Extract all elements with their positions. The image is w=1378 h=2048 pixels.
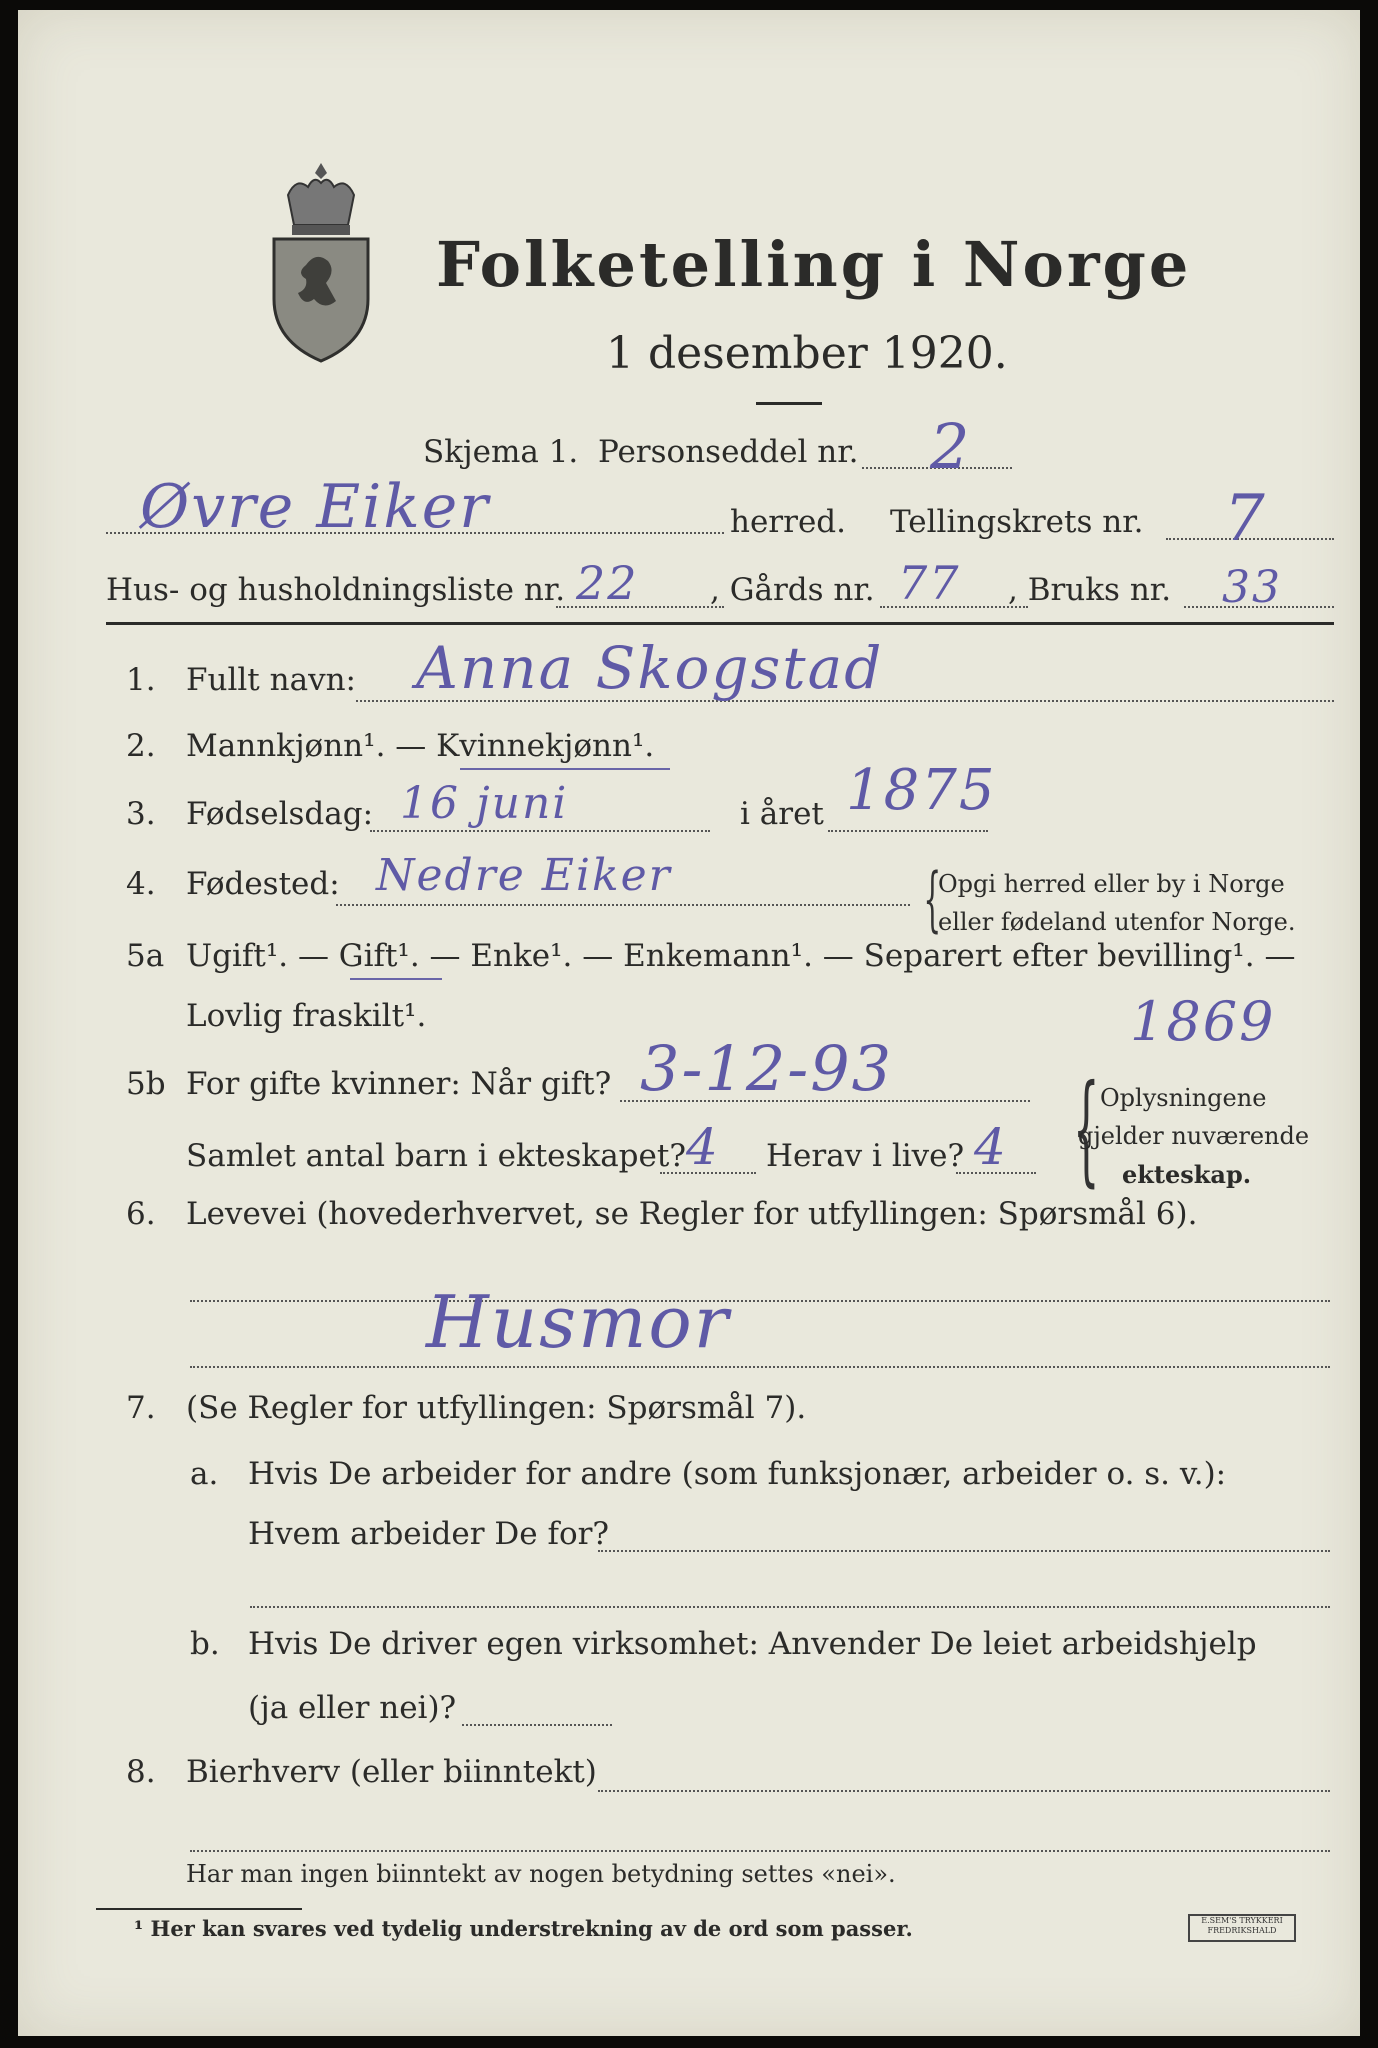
q7b-line1: Hvis De driver egen virksomhet: Anvender De leiet arbeidshjelp	[248, 1626, 1257, 1662]
marital-underline	[350, 978, 442, 980]
marriage-annotation: 1869	[1130, 990, 1276, 1053]
q6-line1	[190, 1300, 1330, 1302]
footnote: ¹ Her kan svares ved tydelig understrekning av de ord som passer.	[134, 1916, 913, 1941]
q6-line2	[190, 1366, 1330, 1368]
q3-year-line	[828, 830, 988, 832]
gards-label: , Gårds nr.	[710, 572, 875, 608]
side-income-line2[interactable]	[190, 1850, 1330, 1852]
q7-label: (Se Regler for utfyllingen: Spørsmål 7).	[186, 1390, 807, 1426]
q4-number: 4.	[126, 866, 156, 902]
q3-label: Fødselsdag:	[186, 796, 374, 832]
q5b-note-line2: gjelder nuværende	[1078, 1122, 1310, 1150]
title-divider	[756, 402, 822, 405]
gender-underline	[460, 768, 670, 770]
q7-number: 7.	[126, 1390, 156, 1426]
q6-number: 6.	[126, 1196, 156, 1232]
birth-year-value[interactable]: 1875	[846, 758, 997, 823]
census-date: 1 desember 1920.	[606, 328, 1008, 379]
herred-value[interactable]: Øvre Eiker	[140, 472, 490, 542]
liste-value[interactable]: 22	[576, 556, 639, 610]
liste-label: Hus- og husholdningsliste nr.	[106, 572, 566, 608]
q7b-line2: (ja eller nei)?	[248, 1690, 457, 1726]
q2-number: 2.	[126, 728, 156, 764]
employer-line2[interactable]	[250, 1606, 1330, 1608]
q5b-note-line3: ekteskap.	[1122, 1160, 1252, 1189]
q6-label: Levevei (hovederhvervet, se Regler for utfyllingen: Spørsmål 6).	[186, 1196, 1198, 1232]
alive-label: Herav i live?	[766, 1138, 965, 1174]
q3-number: 3.	[126, 796, 156, 832]
q7a-line1: Hvis De arbeider for andre (som funksjonær, arbeider o. s. v.):	[248, 1456, 1227, 1492]
bruks-label: , Bruks nr.	[1008, 572, 1172, 608]
printer-stamp	[1188, 1914, 1296, 1942]
side-income-line1[interactable]	[598, 1790, 1330, 1792]
q1-label: Fullt navn:	[186, 662, 356, 698]
q8-number: 8.	[126, 1754, 156, 1790]
gards-value[interactable]: 77	[898, 556, 961, 610]
census-form-page	[18, 10, 1360, 2036]
q5b-brace: {	[1072, 1060, 1100, 1199]
marriage-date-value[interactable]: 3-12-93	[640, 1032, 894, 1105]
personseddel-value[interactable]: 2	[930, 410, 972, 483]
children-label: Samlet antal barn i ekteskapet?	[186, 1138, 686, 1174]
alive-value[interactable]: 4	[974, 1118, 1008, 1176]
q1-number: 1.	[126, 662, 156, 698]
q5b-note-line1: Oplysningene	[1100, 1084, 1267, 1112]
q5a-number: 5a	[126, 938, 165, 974]
q4-label: Fødested:	[186, 866, 340, 902]
footnote-rule	[96, 1908, 302, 1910]
header-rule	[106, 622, 1334, 625]
full-name-value[interactable]: Anna Skogstad	[416, 634, 884, 702]
q4-note-line2: eller fødeland utenfor Norge.	[938, 908, 1296, 936]
bruks-value[interactable]: 33	[1222, 562, 1282, 613]
q5b-number: 5b	[126, 1066, 166, 1102]
marital-status-options[interactable]: Ugift¹. — Gift¹. — Enke¹. — Enkemann¹. — Separert efter bevilling¹. —	[186, 938, 1296, 974]
employer-line1[interactable]	[598, 1550, 1330, 1552]
q7a-letter: a.	[190, 1456, 219, 1492]
coat-of-arms-icon	[266, 155, 376, 365]
q4-brace: {	[923, 858, 942, 940]
q8-note: Har man ingen biinntekt av nogen betydning settes «nei».	[186, 1860, 896, 1888]
q7a-line2: Hvem arbeider De for?	[248, 1516, 610, 1552]
q4-line	[336, 904, 910, 906]
birthday-value[interactable]: 16 juni	[400, 778, 569, 829]
q8-label: Bierhverv (eller biinntekt)	[186, 1754, 597, 1790]
stamp-line1: E.SEM'S TRYKKERI	[1201, 1916, 1283, 1925]
skjema-label: Skjema 1.	[423, 434, 579, 470]
marital-status-line2[interactable]: Lovlig fraskilt¹.	[186, 998, 427, 1034]
q4-note-line1: Opgi herred eller by i Norge	[938, 870, 1285, 898]
herred-label: herred.	[730, 504, 846, 540]
employs-help-line[interactable]	[462, 1724, 612, 1726]
q5b-label: For gifte kvinner: Når gift?	[186, 1066, 612, 1102]
q7b-letter: b.	[190, 1626, 220, 1662]
form-title: Folketelling i Norge	[436, 228, 1192, 301]
gender-options[interactable]: Mannkjønn¹. — Kvinnekjønn¹.	[186, 728, 655, 764]
q3-line	[370, 830, 710, 832]
tellingskrets-label: Tellingskrets nr.	[890, 504, 1144, 540]
personseddel-label: Personseddel nr.	[598, 434, 859, 470]
stamp-line2: FREDRIKSHALD	[1207, 1926, 1277, 1935]
q3-year-label: i året	[740, 796, 824, 832]
children-value[interactable]: 4	[686, 1118, 720, 1176]
birthplace-value[interactable]: Nedre Eiker	[376, 850, 672, 901]
tellingskrets-value[interactable]: 7	[1224, 482, 1267, 556]
occupation-value[interactable]: Husmor	[426, 1280, 731, 1364]
